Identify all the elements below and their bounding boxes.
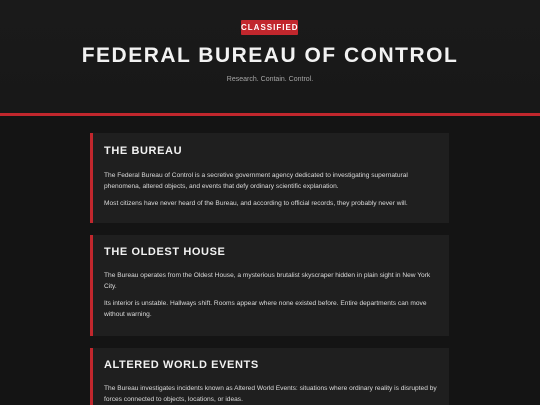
classified-badge: CLASSIFIED (241, 20, 298, 35)
section-the-bureau (90, 133, 449, 223)
site-tagline: Research. Contain. Control. (226, 76, 314, 83)
section-paragraph: Its interior is unstable. Hallways shift. Rooms appear where none existed before. Entire departments can move without warning. (104, 300, 427, 318)
section-paragraph: The Bureau operates from the Oldest House, a mysterious brutalist skyscraper hidden in plain sight in New York City. (104, 272, 431, 290)
site-header (0, 0, 540, 113)
site-title: FEDERAL BUREAU OF CONTROL (81, 44, 459, 67)
section-paragraph: Most citizens have never heard of the Bureau, and according to official records, they probably never will. (104, 200, 408, 207)
section-heading: THE BUREAU (104, 145, 183, 157)
section-the-oldest-house (90, 235, 449, 336)
section-paragraph: The Bureau investigates incidents known as Altered World Events: situations where ordinary reality is disrupted by forces connected to objects, locations, or ideas. (104, 385, 437, 403)
header-divider (0, 113, 540, 116)
section-altered-world-events (90, 348, 449, 405)
section-heading: ALTERED WORLD EVENTS (104, 359, 259, 371)
section-paragraph: The Federal Bureau of Control is a secretive government agency dedicated to investigating supernatural phenomena, altered objects, and events that defy ordinary scientific explanation. (104, 172, 408, 190)
section-heading: THE OLDEST HOUSE (104, 246, 226, 258)
